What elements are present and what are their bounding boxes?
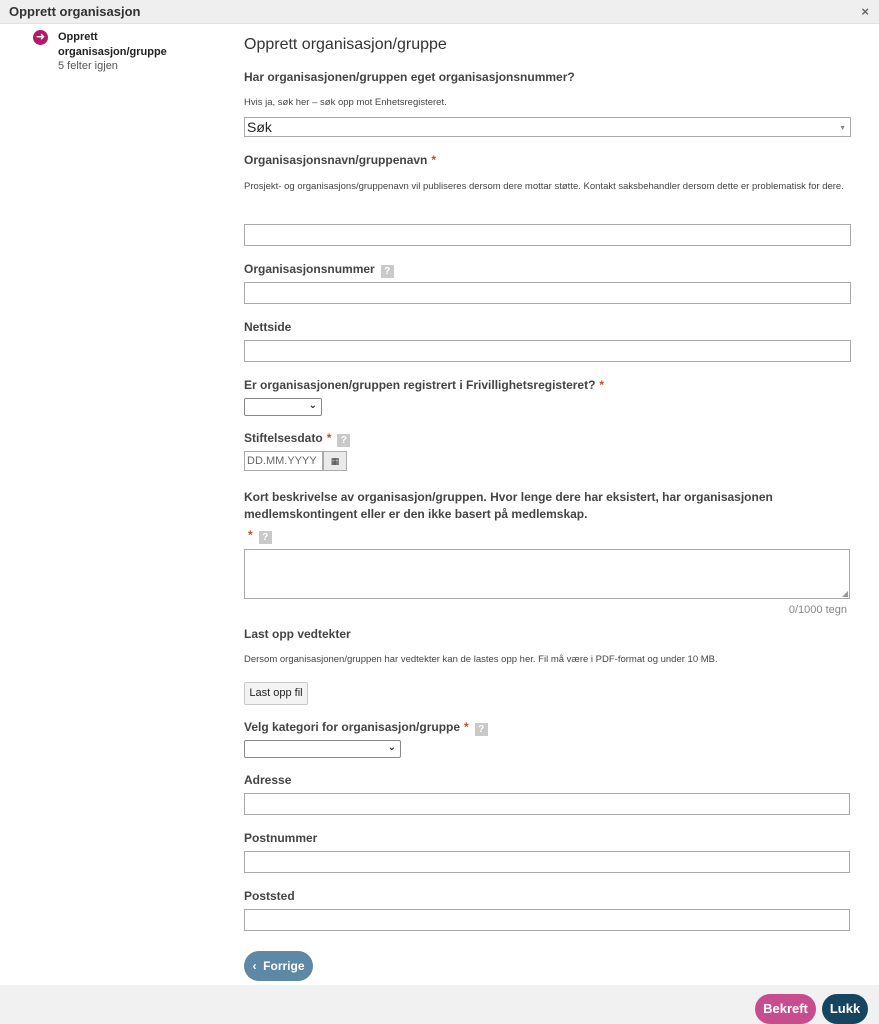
- statutes-label: Last opp vedtekter: [244, 627, 351, 641]
- arrow-right-icon: ➜: [33, 30, 48, 45]
- category-label: Velg kategori for organisasjon/gruppe * ?: [244, 720, 488, 736]
- chevron-down-icon: ⌄: [308, 400, 317, 411]
- upload-file-button[interactable]: Last opp fil: [244, 682, 308, 705]
- step-label: Opprett organisasjon/gruppe: [58, 31, 167, 58]
- city-input[interactable]: [244, 909, 850, 931]
- calendar-icon[interactable]: ▦: [323, 451, 347, 471]
- founding-date-label: Stiftelsesdato * ?: [244, 431, 350, 447]
- dialog-titlebar: [0, 0, 879, 24]
- dialog-footer: [0, 985, 879, 1024]
- org-search-value: Søk: [247, 119, 272, 135]
- description-required: * ?: [244, 528, 272, 544]
- page-title: Opprett organisasjon/gruppe: [244, 36, 447, 53]
- dialog-title: Opprett organisasjon: [9, 4, 141, 19]
- org-name-help: Prosjekt- og organisasjons/gruppenavn vil publiseres dersom dere mottar støtte. Kontakt saksbehandler dersom dette er problematisk for dere.: [244, 181, 844, 192]
- help-icon[interactable]: ?: [475, 723, 488, 736]
- org-search-select[interactable]: [244, 117, 851, 137]
- help-icon[interactable]: ?: [337, 434, 350, 447]
- orgnummer-label: Organisasjonsnummer ?: [244, 262, 394, 278]
- statutes-help: Dersom organisasjonen/gruppen har vedtekter kan de lastes opp her. Fil må være i PDF-format og under 10 MB.: [244, 654, 718, 665]
- previous-button[interactable]: ‹ Forrige: [244, 951, 313, 981]
- category-select[interactable]: [244, 740, 401, 758]
- postal-code-input[interactable]: [244, 851, 850, 873]
- orgnr-question: Har organisasjonen/gruppen eget organisasjonsnummer?: [244, 70, 575, 84]
- close-button[interactable]: Lukk: [822, 994, 868, 1024]
- postal-code-label: Postnummer: [244, 831, 318, 845]
- caret-down-icon: ▼: [839, 125, 846, 132]
- website-input[interactable]: [244, 340, 851, 362]
- org-name-label: Organisasjonsnavn/gruppenavn *: [244, 153, 437, 167]
- address-input[interactable]: [244, 793, 850, 815]
- frivillighet-select[interactable]: [244, 398, 322, 416]
- description-textarea[interactable]: [244, 549, 850, 599]
- city-label: Poststed: [244, 889, 295, 903]
- char-counter: 0/1000 tegn: [788, 604, 847, 616]
- chevron-down-icon: ⌄: [387, 742, 396, 753]
- confirm-button[interactable]: Bekreft: [755, 994, 816, 1024]
- founding-date-input[interactable]: DD.MM.YYYY: [244, 451, 323, 471]
- org-name-input[interactable]: [244, 224, 851, 246]
- website-label: Nettside: [244, 320, 292, 334]
- frivillighet-label: Er organisasjonen/gruppen registrert i Frivillighetsregisteret? *: [244, 378, 605, 392]
- step-remaining-count: 5 felter igjen: [58, 60, 118, 72]
- address-label: Adresse: [244, 773, 292, 787]
- resize-grip-icon[interactable]: ◢: [841, 589, 848, 598]
- help-icon[interactable]: ?: [381, 265, 394, 278]
- help-icon[interactable]: ?: [259, 531, 272, 544]
- orgnr-help: Hvis ja, søk her – søk opp mot Enhetsregisteret.: [244, 97, 447, 108]
- close-icon[interactable]: ×: [861, 4, 869, 19]
- description-label: Kort beskrivelse av organisasjon/gruppen. Hvor lenge dere har eksistert, har organisasjonen medlemskontingent eller er den ikke basert på medlemskap.: [244, 490, 773, 521]
- chevron-left-icon: ‹: [252, 959, 257, 973]
- orgnummer-input[interactable]: [244, 282, 851, 304]
